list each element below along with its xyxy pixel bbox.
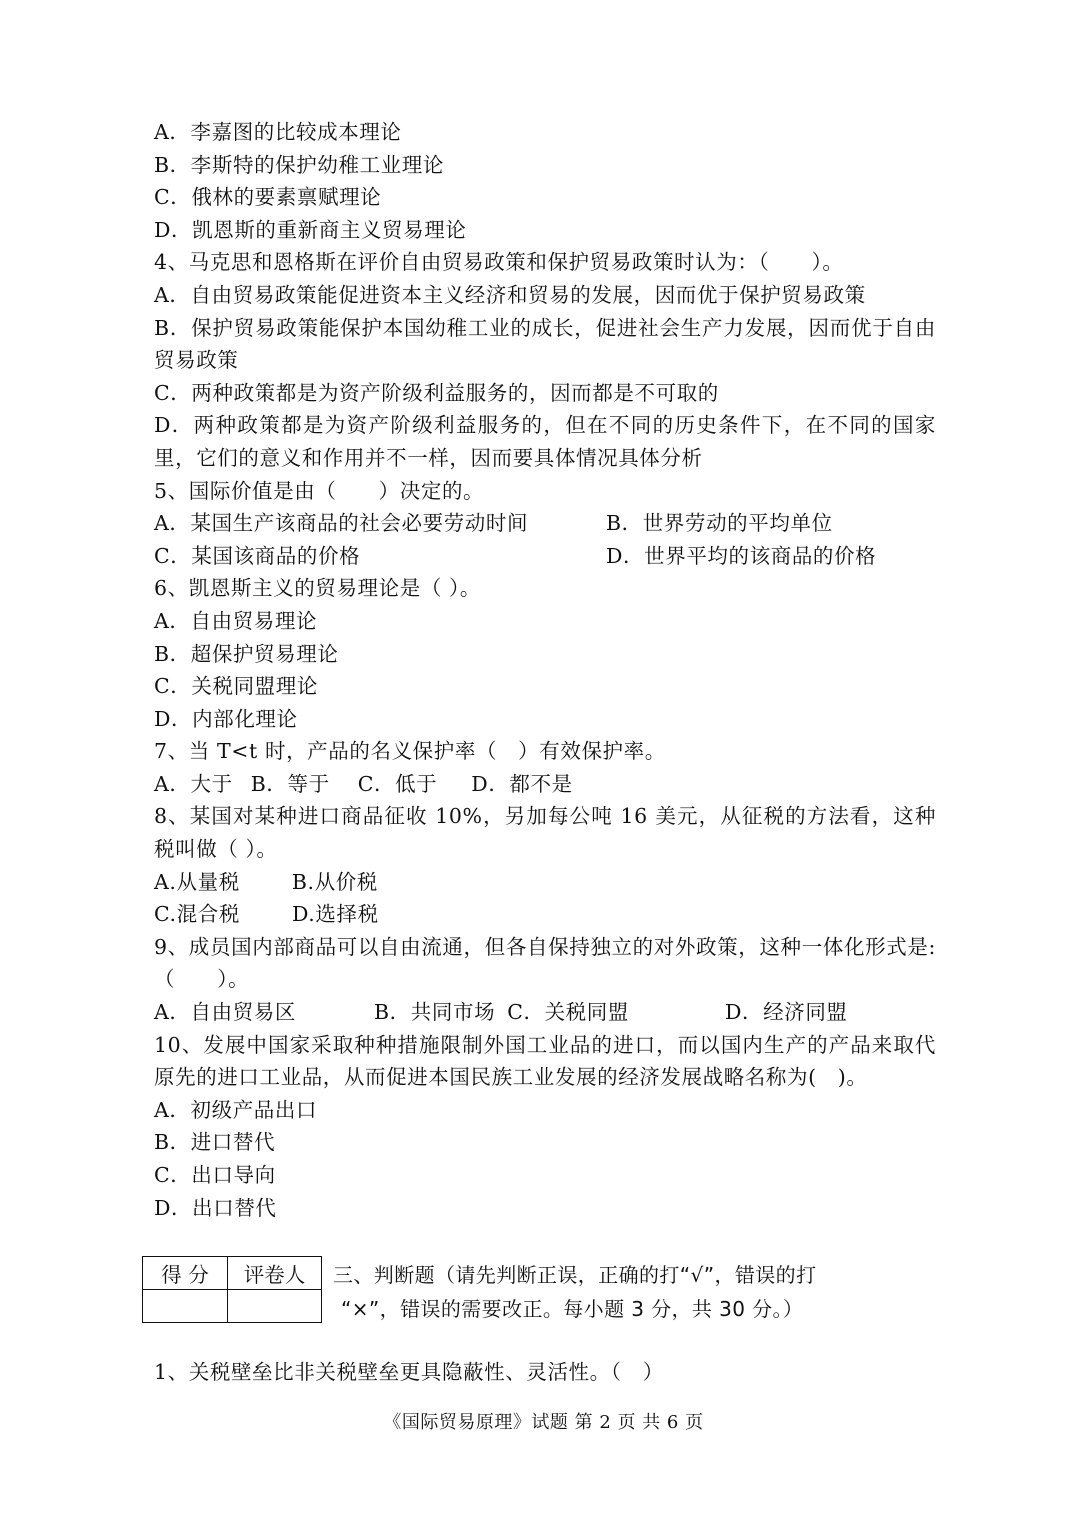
q5-option-d: D．世界平均的该商品的价格 — [606, 543, 877, 568]
q10-option-a: A．初级产品出口 — [154, 1097, 318, 1122]
q9-option-a: A．自由贸易区 — [154, 1000, 297, 1025]
q9-option-c: C．关税同盟 — [507, 1000, 629, 1025]
section-3-line2: “×”，错误的需要改正。每小题 3 分，共 30 分。） — [341, 1297, 804, 1321]
q9-option-d: D．经济同盟 — [724, 1000, 848, 1025]
q4-option-b: B．保护贸易政策能保护本国幼稚工业的成长，促进社会生产力发展，因而优于自由贸易政策 — [154, 315, 936, 373]
grader-cell — [228, 1290, 322, 1323]
score-label: 得 分 — [143, 1257, 228, 1290]
q8-options-row1 — [154, 866, 936, 899]
page-footer: 《国际贸易原理》试题 第 2 页 共 6 页 — [383, 1412, 704, 1433]
q3-option-d: D．凯恩斯的重新商主义贸易理论 — [154, 217, 467, 242]
q5-options-row1 — [154, 507, 936, 540]
q10-stem: 10、发展中国家采取种种措施限制外国工业品的进口，而以国内生产的产品来取代原先的进口工业品，从而促进本国民族工业发展的经济发展战略名称为( )。 — [154, 1032, 936, 1090]
q6-stem: 6、凯恩斯主义的贸易理论是（ ）。 — [154, 576, 482, 601]
q8-option-c: C.混合税 — [154, 902, 240, 927]
q7-options — [154, 768, 936, 801]
q5-option-a: A．某国生产该商品的社会必要劳动时间 — [154, 511, 529, 536]
q10-option-b: B．进口替代 — [154, 1130, 276, 1155]
q8-stem: 8、某国对某种进口商品征收 10%，另加每公吨 16 美元，从征税的方法看，这种税叫做（ ）。 — [154, 804, 936, 862]
q7-option-c: C．低于 — [357, 771, 438, 796]
tf-question-1: 1、关税壁垒比非关税壁垒更具隐蔽性、灵活性。（ ） — [154, 1360, 664, 1384]
q5-options-row2 — [154, 540, 936, 573]
q10-option-d: D．出口替代 — [154, 1195, 277, 1220]
q9-options — [154, 996, 936, 1029]
q7-option-a: A．大于 — [154, 771, 233, 796]
question-block — [154, 116, 936, 1224]
q9-stem: 9、成员国内部商品可以自由流通，但各自保持独立的对外政策，这种一体化形式是:（ ）。 — [154, 934, 936, 992]
score-cell — [143, 1290, 228, 1323]
section-3-heading — [333, 1258, 933, 1326]
q7-option-d: D．都不是 — [471, 771, 573, 796]
q4-stem: 4、马克思和恩格斯在评价自由贸易政策和保护贸易政策时认为：（ ）。 — [154, 250, 844, 275]
q6-option-b: B．超保护贸易理论 — [154, 641, 339, 666]
q7-stem: 7、当 T<t 时，产品的名义保护率（ ）有效保护率。 — [154, 739, 666, 764]
score-table — [142, 1256, 322, 1323]
q6-option-c: C．关税同盟理论 — [154, 674, 318, 699]
q3-option-a: A．李嘉图的比较成本理论 — [154, 120, 402, 144]
q8-option-d: D.选择税 — [291, 902, 379, 927]
q8-options-row2 — [154, 898, 936, 931]
q8-option-a: A.从量税 — [154, 869, 240, 894]
q4-option-a: A．自由贸易政策能促进资本主义经济和贸易的发展，因而优于保护贸易政策 — [154, 282, 866, 307]
section-3-line1: 三、判断题（请先判断正误，正确的打“√”，错误的打 — [333, 1263, 817, 1287]
q3-option-b: B．李斯特的保护幼稚工业理论 — [154, 152, 444, 177]
q6-option-a: A．自由贸易理论 — [154, 608, 318, 633]
q8-option-b: B.从价税 — [291, 869, 378, 894]
q3-option-c: C．俄林的要素禀赋理论 — [154, 185, 382, 210]
q9-option-b: B．共同市场 — [374, 1000, 496, 1025]
q6-option-d: D．内部化理论 — [154, 706, 298, 731]
grader-label: 评卷人 — [228, 1257, 322, 1290]
q4-option-d: D．两种政策都是为资产阶级利益服务的，但在不同的历史条件下，在不同的国家里，它们的意义和作用并不一样，因而要具体情况具体分析 — [154, 413, 936, 470]
q10-option-c: C．出口导向 — [154, 1163, 276, 1187]
q5-stem: 5、国际价值是由（ ）决定的。 — [154, 478, 485, 503]
q5-option-b: B．世界劳动的平均单位 — [606, 511, 833, 536]
q4-option-c: C．两种政策都是为资产阶级利益服务的，因而都是不可取的 — [154, 380, 719, 405]
q5-option-c: C．某国该商品的价格 — [154, 543, 361, 568]
q7-option-b: B．等于 — [250, 771, 330, 796]
